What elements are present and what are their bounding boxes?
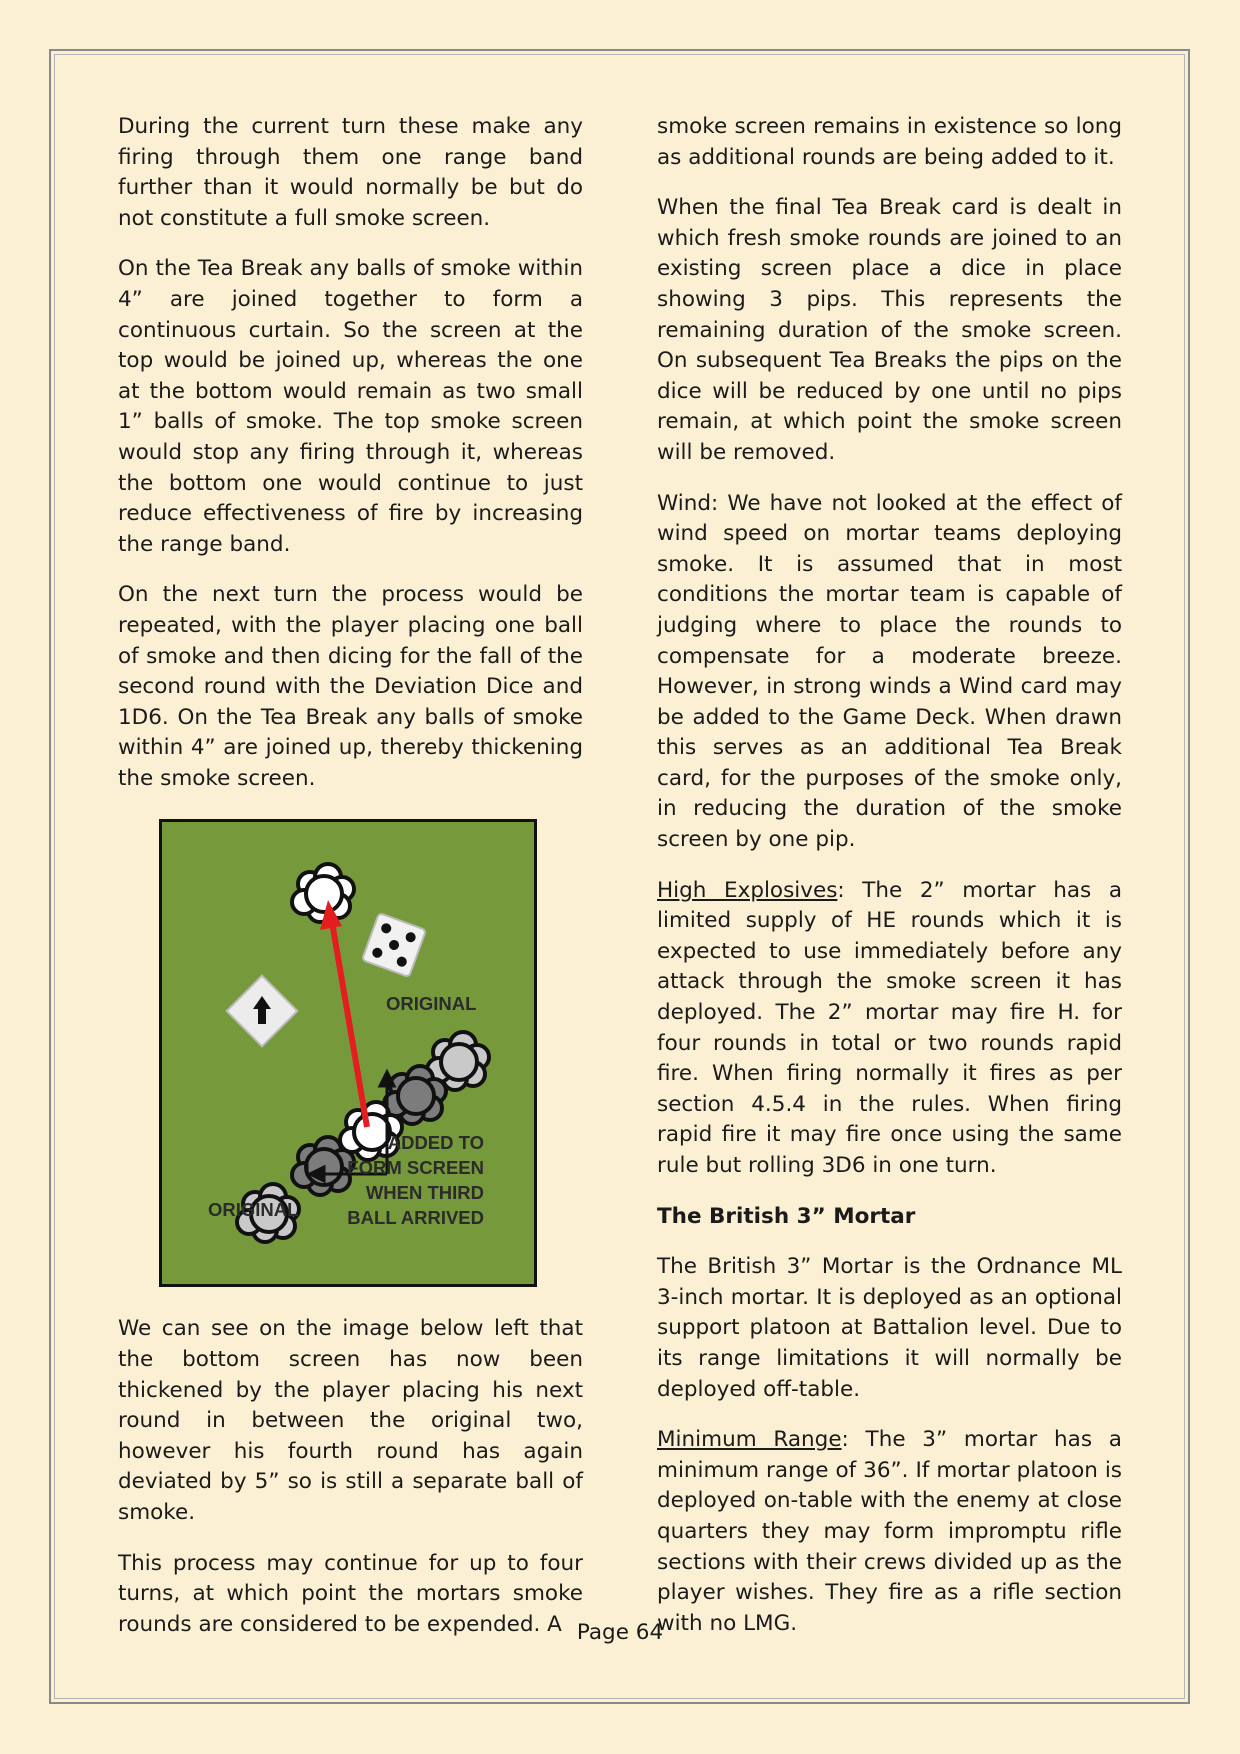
smoke-screen-diagram [159, 819, 537, 1287]
paragraph [657, 876, 1122, 1182]
paragraph [657, 1425, 1122, 1639]
d6-dice-icon [362, 913, 426, 977]
label-original-top: ORIGINAL [386, 993, 477, 1015]
paragraph: On the Tea Break any balls of smoke within 4” are joined together to form a continuous curtain. So the screen at the top would be joined up, whereas the one at the bottom would remain as two small 1” balls of smoke. The top smoke screen would stop any firing through it, whereas the bottom one would continue to just reduce effectiveness of fire by increasing the range band. [118, 256, 583, 557]
left-column [118, 112, 583, 1660]
paragraph: Wind: We have not looked at the effect of wind speed on mortar teams deploying smoke. It is assumed that in most conditions the mortar team is capable of judging where to place the rounds to compensate for a moderate breeze. However, in strong winds a Wind card may be added to the Game Deck. When drawn this serves as an additional Tea Break card, for the purposes of the smoke only, in reducing the duration of the smoke screen by one pip. [657, 490, 1122, 853]
paragraph: smoke screen remains in existence so long as additional rounds are being added to it. [657, 114, 1122, 170]
paragraph: We can see on the image below left that the bottom screen has now been thickened by the player placing his next round in between the original two, however his fourth round has again deviated by 5” so is still a separate ball of smoke. [118, 1316, 583, 1526]
inline-term-label: Minimum Range [657, 1427, 842, 1453]
inline-term-label: High Explosives [657, 877, 838, 903]
paragraph: On the next turn the process would be repeated, with the player placing one ball of smoke and then dicing for the fall of the second round with the Deviation Dice and 1D6. On the Tea Break any balls of smoke within 4” are joined up, thereby thickening the smoke screen. [118, 582, 583, 791]
deviation-dice-icon [227, 976, 298, 1047]
paragraph: During the current turn these make any firing through them one range band further than it would normally be but do not constitute a full smoke screen. [118, 114, 583, 231]
label-added-line: BALL ARRIVED [347, 1207, 484, 1229]
label-added-line: FORM SCREEN [347, 1157, 484, 1179]
paragraph-text: : The 3” mortar has a minimum range of 36”. If mortar platoon is deployed on-table with the enemy at close quarters they may form impromptu rifle sections with their crews divided up as the player wishes. They fire as a rifle section with no LMG. [657, 1427, 1122, 1636]
label-added-line: ADDED TO [387, 1132, 484, 1154]
paragraph-text: : The 2” mortar has a limited supply of HE rounds which it is expected to use immediately before any attack through the smoke screen it has deployed. The 2” mortar may fire H. for four rounds in total or two rounds rapid fire. When firing normally it fires as per section 4.5.4 in the rules. When firing rapid fire it may fire once using the same rule but rolling 3D6 in one turn. [657, 877, 1122, 1178]
paragraph: This process may continue for up to four turns, at which point the mortars smoke rounds are considered to be expended. A [118, 1550, 583, 1637]
label-added-line: WHEN THIRD [365, 1182, 484, 1204]
paragraph: When the final Tea Break card is dealt in which fresh smoke rounds are joined to an existing screen place a dice in place showing 3 pips. This represents the remaining duration of the smoke screen. On subsequent Tea Breaks the pips on the dice will be reduced by one until no pips remain, at which point the smoke screen will be removed. [657, 195, 1122, 465]
paragraph: The British 3” Mortar is the Ordnance ML 3-inch mortar. It is deployed as an optional support platoon at Battalion level. Due to its range limitations it will normally be deployed off-table. [657, 1254, 1122, 1402]
section-heading: The British 3” Mortar [657, 1203, 916, 1229]
label-original-bottom: ORIGINAL [208, 1199, 299, 1221]
deviation-arrow [320, 900, 367, 1127]
page-number: Page 64 [576, 1620, 664, 1645]
right-column [657, 112, 1122, 1659]
smoke-ball-icon [292, 864, 354, 922]
